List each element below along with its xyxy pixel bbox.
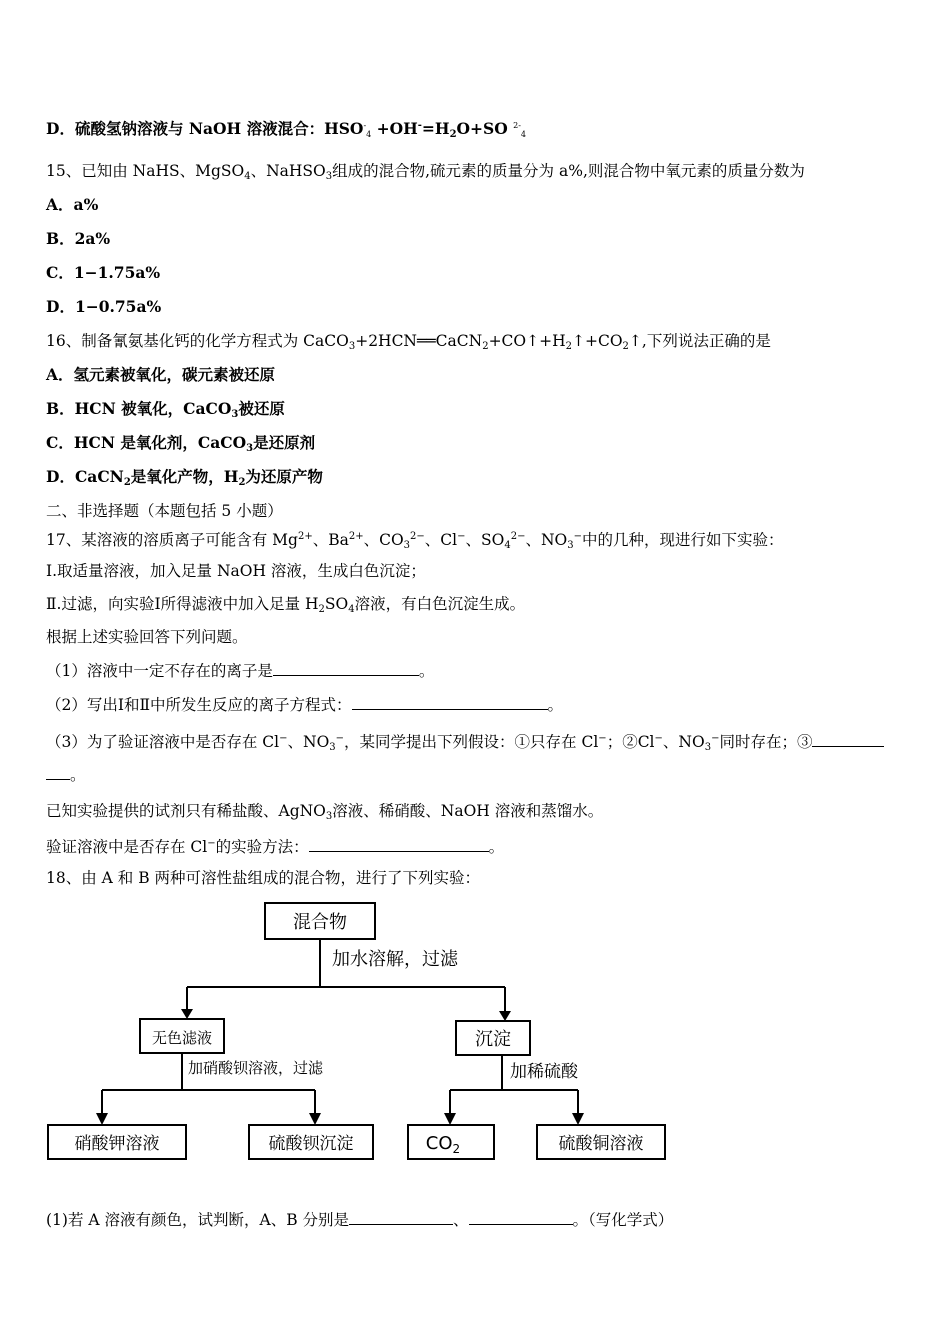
label-filtrate: 无色滤液 [151,1029,213,1047]
label-out-1: 硝酸钾溶液 [74,1134,160,1154]
q15-stem: 15、已知由 NaHS、MgSO$_4$、NaHSO$_3$组成的混合物,硫元素的质量分为 a%,则混合物中氧元素的质量分数为 [46,162,805,182]
q17-intro: 根据上述实验回答下列问题。 [46,628,248,646]
answer-blank[interactable] [349,1210,453,1225]
q17-method: 验证溶液中是否存在 Cl−的实验方法： 。 [46,838,505,856]
label-precipitate: 沉淀 [475,1029,511,1050]
label-step-left: 加硝酸钡溶液，过滤 [188,1059,324,1077]
label-mixture: 混合物 [293,912,347,933]
label-out-2: 硫酸钡沉淀 [268,1134,354,1154]
q17-part-3-cont: 。 [46,765,86,785]
q16-option-c: C．HCN 是氧化剂，CaCO$_3$是还原剂 [46,433,316,454]
answer-blank[interactable] [46,765,70,780]
q17-step-1: Ⅰ.取适量溶液，加入足量 NaOH 溶液，生成白色沉淀； [46,562,426,580]
q16-option-d: D．CaCN$_2$是氧化产物，$H_2$为还原产物 [46,467,323,488]
q14-option-d: D．硫酸氢钠溶液与 NaOH 溶液混合：$HSO^-_4 +OH^-=H_2O+SO$ $^{2-}_4$ [46,119,527,140]
q17-part-2: （2）写出Ⅰ和Ⅱ中所发生反应的离子方程式： 。 [46,696,564,714]
q16-option-a: A．氢元素被氧化，碳元素被还原 [46,365,276,384]
answer-blank[interactable] [352,695,548,710]
q17-step-2: Ⅱ.过滤，向实验Ⅰ所得滤液中加入足量 $H_2SO_4$溶液，有白色沉淀生成。 [46,595,526,615]
answer-blank[interactable] [309,837,489,852]
label-out-4: 硫酸铜溶液 [558,1134,644,1154]
arrow-head [444,1113,456,1125]
answer-blank[interactable] [273,661,419,676]
answer-blank[interactable] [469,1210,573,1225]
arrow-head [499,1011,511,1021]
label-step-top: 加水溶解，过滤 [332,949,458,970]
arrow-head [181,1009,193,1019]
q16-option-b: B．HCN 被氧化，CaCO$_3$被还原 [46,399,285,420]
q15-option-b: B．2a% [46,229,111,248]
q18-part-1: (1)若 A 溶液有颜色，试判断，A、B 分别是 、 。（写化学式） [46,1211,674,1229]
arrow-head [309,1113,321,1125]
q15-option-a: A．a% [46,195,99,214]
answer-blank[interactable] [812,732,884,747]
q16-stem: 16、制备氰氨基化钙的化学方程式为 $CaCO_3+2HCN══CaCN_2+CO↑+H_2↑+CO_2↑$,下列说法正确的是 [46,332,771,352]
q17-stem: 17、某溶液的溶质离子可能含有 $Mg^{2+}$、$Ba^{2+}$、$CO_3^{2-}$、Cl−、$SO_4^{2-}$、$NO_3^-$中的几种，现进行如下实验： [46,531,784,551]
arrow-head [572,1113,584,1125]
q17-part-3: （3）为了验证溶液中是否存在 Cl−、$NO_3^-$，某同学提出下列假设：①只存在 Cl−；②Cl−、$NO_3^-$同时存在；③ [46,729,884,758]
section-heading: 二、非选择题（本题包括 5 小题） [46,502,283,520]
q15-option-c: C．1−1.75a% [46,263,161,282]
label-step-right: 加稀硫酸 [510,1062,578,1082]
q18-stem: 18、由 A 和 B 两种可溶性盐组成的混合物，进行了下列实验： [46,869,481,887]
arrow-head [96,1113,108,1125]
q17-part-1: （1）溶液中一定不存在的离子是 。 [46,662,435,680]
q17-reagents: 已知实验提供的试剂只有稀盐酸、AgNO$_3$溶液、稀硝酸、NaOH 溶液和蒸馏水。 [46,802,604,822]
label-out-3: $CO_2$ [425,1133,461,1156]
flow-diagram [40,895,680,1175]
q15-option-d: D．1−0.75a% [46,297,162,316]
